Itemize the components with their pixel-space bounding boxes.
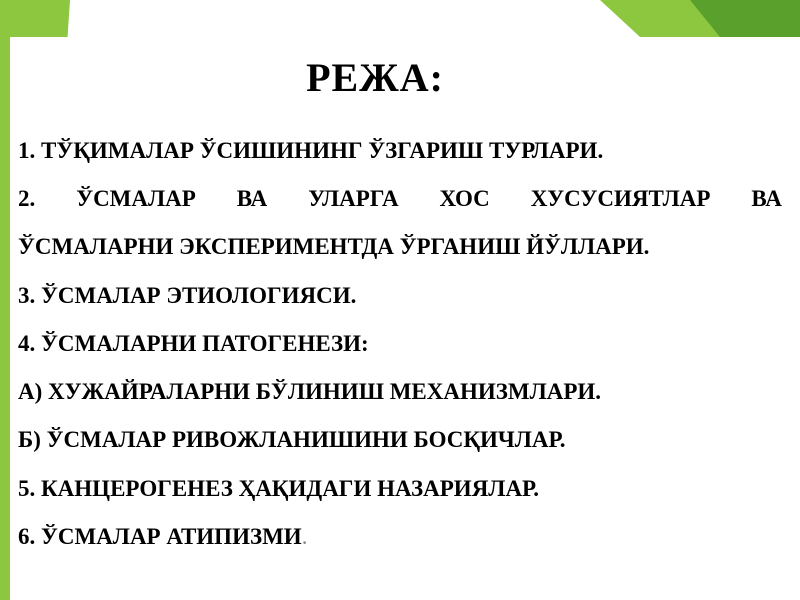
outline-item-3: 3. ЎСМАЛАР ЭТИОЛОГИЯСИ. <box>18 283 357 308</box>
outline-item-4a: А) ХУЖАЙРАЛАРНИ БЎЛИНИШ МЕХАНИЗМЛАРИ. <box>18 379 602 404</box>
outline-item-6 <box>18 524 782 550</box>
outline-item-1: 1. ТЎҚИМАЛАР ЎСИШИНИНГ ЎЗГАРИШ ТУРЛАРИ. <box>18 138 604 163</box>
outline-item-2-line-2: ЎСМАЛАРНИ ЭКСПЕРИМЕНТДА ЎРГАНИШ ЙЎЛЛАРИ. <box>18 234 650 259</box>
content-panel <box>10 37 800 600</box>
outline-word: ВА <box>236 186 268 211</box>
outline-item-2-line-1 <box>18 186 782 212</box>
outline-word: ХОС <box>439 186 490 211</box>
outline-word: ВА <box>751 186 782 211</box>
outline-word: ЎСМАЛАР <box>76 186 196 211</box>
slide-title: РЕЖА: <box>306 55 444 100</box>
outline-word: 2. <box>18 186 36 211</box>
outline-word: УЛАРГА <box>308 186 399 211</box>
outline-item-4: 4. ЎСМАЛАРНИ ПАТОГЕНЕЗИ: <box>18 331 369 356</box>
outline-item-6-text: 6. ЎСМАЛАР АТИПИЗМИ <box>18 524 302 549</box>
outline-item-5: 5. КАНЦЕРОГЕНЕЗ ҲАҚИДАГИ НАЗАРИЯЛАР. <box>18 476 539 501</box>
outline-item-4b: Б) ЎСМАЛАР РИВОЖЛАНИШИНИ БОСҚИЧЛАР. <box>18 427 566 452</box>
outline-item-6-trailing-dot: . <box>301 524 308 549</box>
outline-word: ХУСУСИЯТЛАР <box>530 186 711 211</box>
